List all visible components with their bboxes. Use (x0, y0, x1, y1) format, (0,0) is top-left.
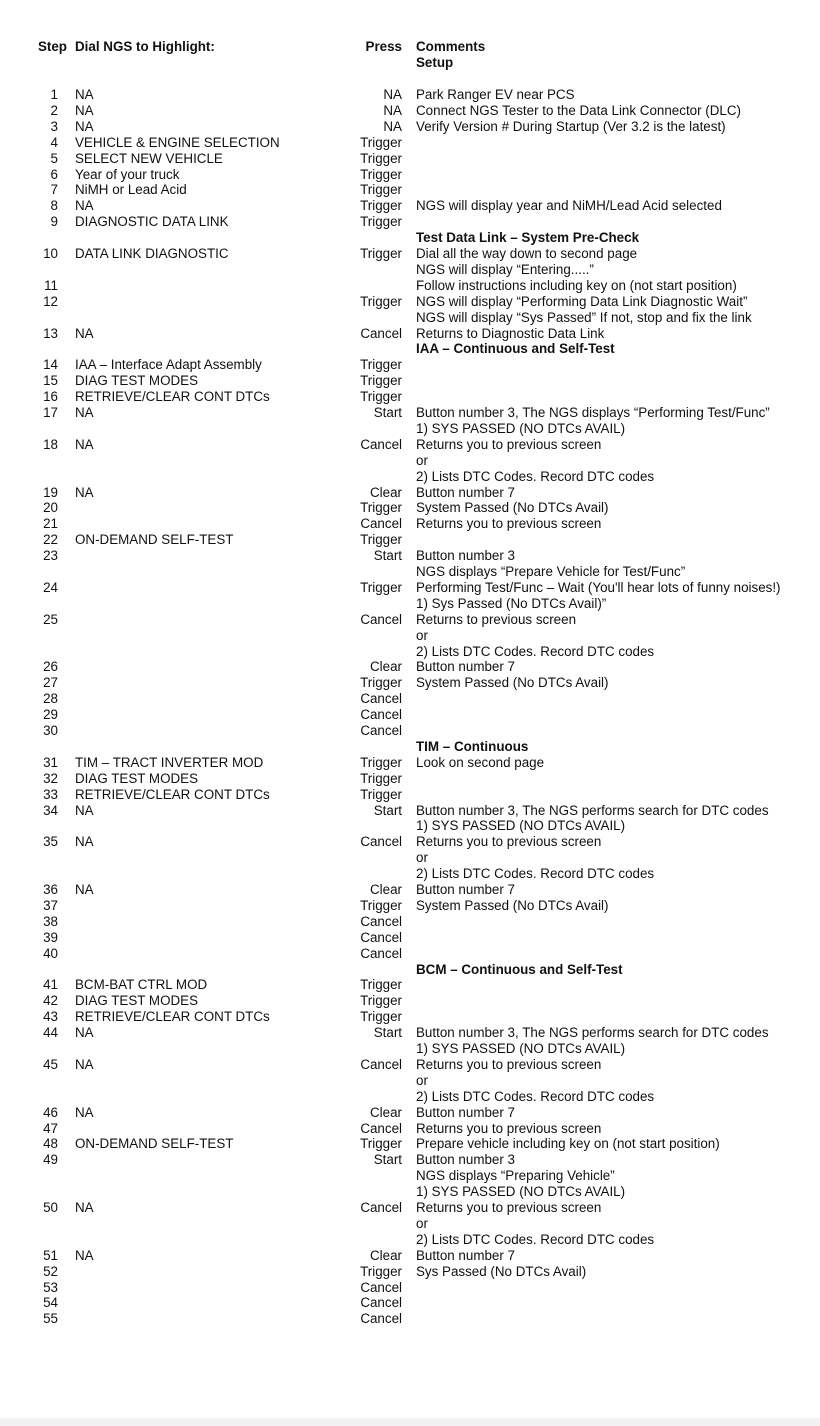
table-row (0, 977, 820, 993)
press-action: Trigger (360, 182, 402, 198)
step-number: 54 (43, 1295, 58, 1311)
table-row (0, 691, 820, 707)
press-action: NA (383, 118, 402, 134)
table-row (0, 119, 820, 135)
step-number: 10 (43, 246, 58, 261)
press-action: Trigger (360, 977, 402, 993)
table-row (0, 1089, 820, 1105)
dial-selection: IAA – Interface Adapt Assembly (75, 357, 262, 373)
comment-text: NGS will display “Performing Data Link Diagnostic Wait” (416, 293, 748, 309)
table-row (0, 707, 820, 723)
step-number: 34 (43, 802, 58, 818)
dial-selection: TIM – TRACT INVERTER MOD (75, 754, 264, 770)
table-row (0, 1152, 820, 1168)
step-number: 22 (43, 532, 58, 548)
comment-text: 2) Lists DTC Codes. Record DTC codes (416, 643, 655, 659)
setup-heading-row (0, 55, 820, 71)
table-row (0, 612, 820, 628)
table-row (0, 1295, 820, 1311)
table-row (0, 262, 820, 278)
press-action: Cancel (360, 1120, 402, 1136)
dial-selection: NiMH or Lead Acid (75, 182, 187, 198)
step-number: 13 (43, 325, 58, 341)
comment-text: or (416, 850, 428, 866)
table-row (0, 675, 820, 691)
table-row (0, 198, 820, 214)
press-action: Trigger (360, 532, 402, 548)
section-heading: TIM – Continuous (416, 738, 529, 754)
step-number: 29 (43, 707, 58, 723)
table-row (0, 1311, 820, 1327)
comment-text: Button number 3 (416, 548, 516, 564)
table-row (0, 993, 820, 1009)
table-row (0, 1121, 820, 1137)
step-number: 19 (43, 484, 58, 500)
table-row (0, 278, 820, 294)
dial-selection: NA (75, 882, 94, 897)
section-heading: Test Data Link – System Pre-Check (416, 230, 640, 246)
section-heading-row (0, 230, 820, 246)
table-row (0, 1184, 820, 1200)
step-number: 20 (43, 500, 58, 516)
table-row (0, 1200, 820, 1216)
table-row (0, 1280, 820, 1296)
press-action: Trigger (360, 150, 402, 166)
press-action: Trigger (360, 1136, 402, 1152)
dial-selection: NA (75, 198, 94, 214)
comment-text: or (416, 627, 428, 643)
step-number: 17 (43, 405, 58, 420)
step-number: 48 (43, 1136, 58, 1152)
comment-text: System Passed (No DTCs Avail) (416, 897, 609, 913)
comment-text: 1) SYS PASSED (NO DTCs AVAIL) (416, 1184, 626, 1200)
step-number: 16 (43, 389, 58, 405)
comment-text: 2) Lists DTC Codes. Record DTC codes (416, 1088, 655, 1104)
table-row (0, 326, 820, 342)
step-number: 24 (43, 579, 58, 595)
comment-text: Returns you to previous screen (416, 436, 602, 452)
table-row (0, 930, 820, 946)
table-row (0, 310, 820, 326)
dial-selection: NA (75, 1200, 94, 1215)
dial-selection: Year of your truck (75, 166, 180, 182)
table-row (0, 1025, 820, 1041)
step-number: 42 (43, 993, 58, 1009)
table-row (0, 405, 820, 421)
comment-text: 1) SYS PASSED (NO DTCs AVAIL) (416, 818, 626, 834)
press-action: Trigger (360, 1009, 402, 1025)
press-action: Trigger (360, 754, 402, 770)
table-row (0, 564, 820, 580)
press-action: Trigger (360, 579, 402, 595)
header-press: Press (365, 39, 402, 54)
press-action: Trigger (360, 246, 402, 261)
press-action: Trigger (360, 357, 402, 373)
press-action: Trigger (360, 1263, 402, 1279)
table-row (0, 469, 820, 485)
table-row (0, 1248, 820, 1264)
table-row (0, 818, 820, 834)
comment-text: 2) Lists DTC Codes. Record DTC codes (416, 1231, 655, 1247)
table-row (0, 151, 820, 167)
dial-selection: DIAG TEST MODES (75, 993, 199, 1009)
comment-text: or (416, 1072, 428, 1088)
comment-text: Dial all the way down to second page (416, 246, 638, 261)
table-row (0, 723, 820, 739)
comment-text: Connect NGS Tester to the Data Link Connector (DLC) (416, 102, 741, 118)
comment-text: 1) Sys Passed (No DTCs Avail)” (416, 595, 607, 611)
step-number: 27 (43, 675, 58, 691)
table-row (0, 453, 820, 469)
press-action: Start (373, 1152, 402, 1168)
table-row (0, 882, 820, 898)
press-action: Cancel (360, 945, 402, 961)
press-action: Start (373, 1025, 402, 1041)
step-number: 35 (43, 834, 58, 850)
step-number: 36 (43, 882, 58, 897)
comment-text: Returns you to previous screen (416, 516, 602, 532)
dial-selection: NA (75, 436, 94, 452)
step-number: 49 (43, 1152, 58, 1168)
table-row (0, 214, 820, 230)
step-number: 44 (43, 1025, 58, 1041)
table-row (0, 834, 820, 850)
comment-text: NGS will display “Entering.....” (416, 261, 594, 277)
step-number: 40 (43, 945, 58, 961)
comment-text: NGS will display year and NiMH/Lead Acid selected (416, 198, 722, 214)
setup-heading: Setup (416, 55, 454, 70)
press-action: Cancel (360, 1311, 402, 1327)
table-row (0, 389, 820, 405)
table-row (0, 421, 820, 437)
step-number: 41 (43, 977, 58, 993)
dial-selection: DIAG TEST MODES (75, 770, 199, 786)
table-row (0, 866, 820, 882)
comment-text: Verify Version # During Startup (Ver 3.2 is the latest) (416, 118, 726, 134)
press-action: Trigger (360, 770, 402, 786)
table-row (0, 437, 820, 453)
press-action: Cancel (360, 1200, 402, 1215)
table-row (0, 580, 820, 596)
dial-selection: NA (75, 1104, 94, 1120)
press-action: Cancel (360, 723, 402, 738)
table-row (0, 167, 820, 183)
dial-selection: NA (75, 1056, 94, 1072)
step-number: 25 (43, 611, 58, 627)
press-action: Trigger (360, 786, 402, 802)
section-heading-row (0, 739, 820, 755)
dial-selection: NA (75, 325, 94, 341)
step-number: 18 (43, 436, 58, 452)
header-comments: Comments (416, 39, 486, 54)
press-action: Cancel (360, 1295, 402, 1311)
step-number: 4 (50, 134, 58, 150)
comment-text: Prepare vehicle including key on (not start position) (416, 1136, 720, 1152)
dial-selection: RETRIEVE/CLEAR CONT DTCs (75, 389, 270, 405)
step-number: 33 (43, 786, 58, 802)
column-header-row (0, 39, 820, 55)
step-number: 7 (50, 182, 58, 198)
step-number: 21 (43, 516, 58, 532)
step-number: 46 (43, 1104, 58, 1120)
table-row (0, 644, 820, 660)
step-number: 31 (43, 754, 58, 770)
press-action: Cancel (360, 516, 402, 532)
dial-selection: DATA LINK DIAGNOSTIC (75, 246, 229, 261)
header-step: Step (37, 39, 67, 54)
comment-text: Follow instructions including key on (not start position) (416, 277, 737, 293)
table-row (0, 946, 820, 962)
section-heading: BCM – Continuous and Self-Test (416, 961, 623, 977)
press-action: NA (383, 102, 402, 118)
press-action: Cancel (360, 325, 402, 341)
table-row (0, 1168, 820, 1184)
press-action: Start (373, 405, 402, 420)
table-row (0, 103, 820, 119)
step-number: 43 (43, 1009, 58, 1025)
table-row (0, 532, 820, 548)
table-row (0, 1073, 820, 1089)
table-row (0, 850, 820, 866)
press-action: Cancel (360, 929, 402, 945)
dial-selection: NA (75, 118, 94, 134)
comment-text: Button number 7 (416, 484, 516, 500)
comment-text: System Passed (No DTCs Avail) (416, 675, 609, 691)
comment-text: 1) SYS PASSED (NO DTCs AVAIL) (416, 1041, 626, 1056)
comment-text: Returns you to previous screen (416, 1056, 602, 1072)
step-number: 47 (43, 1120, 58, 1136)
comment-text: Button number 3, The NGS performs search for DTC codes (416, 1025, 769, 1041)
table-row (0, 485, 820, 501)
step-number: 50 (43, 1200, 58, 1215)
table-row (0, 803, 820, 819)
comment-text: NGS displays “Prepare Vehicle for Test/Func” (416, 564, 686, 579)
table-row (0, 373, 820, 389)
comment-text: Button number 7 (416, 1104, 516, 1120)
section-heading: IAA – Continuous and Self-Test (416, 341, 615, 357)
table-row (0, 1105, 820, 1121)
table-row (0, 135, 820, 151)
press-action: Trigger (360, 675, 402, 691)
comment-text: Park Ranger EV near PCS (416, 87, 575, 102)
table-row (0, 659, 820, 675)
comment-text: NGS will display “Sys Passed” If not, stop and fix the link (416, 309, 752, 325)
dial-selection: ON-DEMAND SELF-TEST (75, 532, 234, 548)
table-row (0, 294, 820, 310)
dial-selection: BCM-BAT CTRL MOD (75, 977, 208, 993)
table-row (0, 1264, 820, 1280)
step-number: 28 (43, 691, 58, 707)
press-action: Clear (370, 1247, 402, 1263)
press-action: Cancel (360, 834, 402, 850)
table-row (0, 500, 820, 516)
table-row (0, 771, 820, 787)
table-row (0, 1009, 820, 1025)
table-row (0, 1136, 820, 1152)
step-number: 9 (50, 214, 58, 230)
dial-selection: NA (75, 1025, 94, 1041)
comment-text: 1) SYS PASSED (NO DTCs AVAIL) (416, 420, 626, 436)
step-number: 8 (50, 198, 58, 214)
comment-text: NGS displays “Preparing Vehicle” (416, 1168, 615, 1184)
comment-text: Returns you to previous screen (416, 834, 602, 850)
table-row (0, 516, 820, 532)
press-action: Clear (370, 1104, 402, 1120)
step-number: 30 (43, 723, 58, 738)
comment-text: Button number 7 (416, 1247, 516, 1263)
comment-text: Look on second page (416, 754, 545, 770)
dial-selection: RETRIEVE/CLEAR CONT DTCs (75, 786, 270, 802)
dial-selection: NA (75, 484, 94, 500)
step-number: 5 (50, 150, 58, 166)
press-action: Cancel (360, 436, 402, 452)
step-number: 38 (43, 913, 58, 929)
table-row (0, 1216, 820, 1232)
press-action: Cancel (360, 611, 402, 627)
section-heading-row (0, 962, 820, 978)
press-action: Trigger (360, 373, 402, 389)
step-number: 6 (50, 166, 58, 182)
comment-text: 2) Lists DTC Codes. Record DTC codes (416, 866, 655, 882)
table-row (0, 1232, 820, 1248)
dial-selection: ON-DEMAND SELF-TEST (75, 1136, 234, 1152)
comment-text: Returns you to previous screen (416, 1120, 602, 1136)
comment-text: Button number 3, The NGS performs search for DTC codes (416, 802, 769, 818)
comment-text: Button number 3 (416, 1152, 516, 1168)
press-action: Start (373, 802, 402, 818)
table-row (0, 182, 820, 198)
step-number: 53 (43, 1279, 58, 1295)
dial-selection: SELECT NEW VEHICLE (75, 150, 223, 166)
step-number: 32 (43, 770, 58, 786)
comment-text: 2) Lists DTC Codes. Record DTC codes (416, 468, 655, 484)
press-action: Cancel (360, 707, 402, 723)
table-row (0, 787, 820, 803)
table-row (0, 87, 820, 103)
press-action: Trigger (360, 897, 402, 913)
press-action: Cancel (360, 1279, 402, 1295)
press-action: Trigger (360, 198, 402, 214)
page-bottom-band (0, 1418, 820, 1426)
table-row (0, 357, 820, 373)
press-action: Cancel (360, 913, 402, 929)
dial-selection: NA (75, 87, 94, 102)
step-number: 14 (43, 357, 58, 373)
step-number: 55 (43, 1311, 58, 1327)
press-action: Clear (370, 484, 402, 500)
press-action: Trigger (360, 993, 402, 1009)
step-number: 3 (50, 118, 58, 134)
step-number: 15 (43, 373, 58, 389)
dial-selection: NA (75, 1247, 94, 1263)
dial-selection: NA (75, 834, 94, 850)
step-number: 51 (43, 1247, 58, 1263)
comment-text: Returns to Diagnostic Data Link (416, 325, 605, 341)
dial-selection: DIAG TEST MODES (75, 373, 199, 389)
comment-text: Returns you to previous screen (416, 1200, 602, 1215)
press-action: NA (383, 87, 402, 102)
comment-text: or (416, 452, 428, 468)
table-row (0, 755, 820, 771)
comment-text: Performing Test/Func – Wait (You'll hear lots of funny noises!) (416, 579, 781, 595)
press-action: Clear (370, 882, 402, 897)
comment-text: or (416, 1215, 428, 1231)
step-number: 37 (43, 897, 58, 913)
press-action: Trigger (360, 214, 402, 230)
section-heading-row (0, 341, 820, 357)
press-action: Trigger (360, 166, 402, 182)
step-number: 52 (43, 1263, 58, 1279)
comment-text: Button number 7 (416, 882, 516, 897)
press-action: Cancel (360, 691, 402, 707)
step-number: 23 (43, 548, 58, 564)
press-action: Trigger (360, 389, 402, 405)
press-action: Cancel (360, 1056, 402, 1072)
comment-text: System Passed (No DTCs Avail) (416, 500, 609, 516)
comment-text: Sys Passed (No DTCs Avail) (416, 1263, 587, 1279)
step-number: 1 (50, 87, 58, 102)
press-action: Trigger (360, 134, 402, 150)
table-row (0, 548, 820, 564)
press-action: Trigger (360, 293, 402, 309)
table-row (0, 1041, 820, 1057)
table-row (0, 596, 820, 612)
step-number: 11 (44, 277, 58, 293)
step-number: 26 (43, 659, 58, 675)
dial-selection: NA (75, 802, 94, 818)
dial-selection: RETRIEVE/CLEAR CONT DTCs (75, 1009, 270, 1025)
dial-selection: NA (75, 102, 94, 118)
table-row (0, 1057, 820, 1073)
table-row (0, 246, 820, 262)
press-action: Trigger (360, 500, 402, 516)
header-dial: Dial NGS to Highlight: (75, 39, 215, 54)
step-number: 12 (43, 293, 58, 309)
step-number: 45 (43, 1056, 58, 1072)
table-row (0, 628, 820, 644)
press-action: Start (373, 548, 402, 564)
dial-selection: NA (75, 405, 94, 420)
dial-selection: VEHICLE & ENGINE SELECTION (75, 134, 280, 150)
table-row (0, 898, 820, 914)
table-row (0, 914, 820, 930)
comment-text: Button number 3, The NGS displays “Performing Test/Func” (416, 405, 770, 420)
press-action: Clear (370, 659, 402, 675)
dial-selection: DIAGNOSTIC DATA LINK (75, 214, 229, 230)
comment-text: Returns to previous screen (416, 611, 577, 627)
comment-text: Button number 7 (416, 659, 516, 675)
step-number: 39 (43, 929, 58, 945)
step-number: 2 (50, 102, 58, 118)
